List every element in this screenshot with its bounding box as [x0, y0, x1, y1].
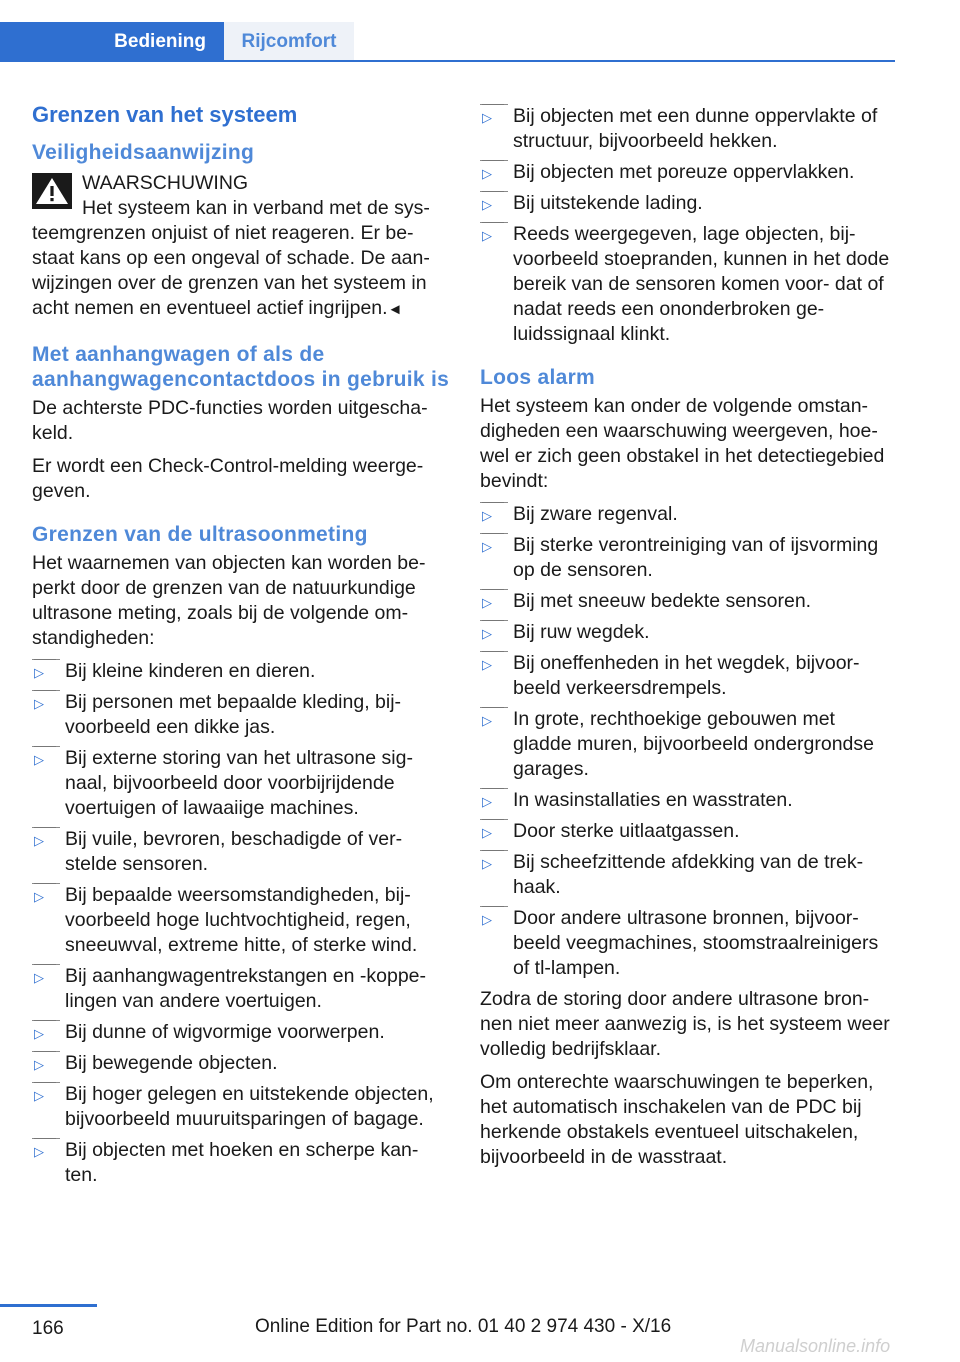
list-item: ▷ Bij aanhangwagentrekstangen en -koppe‐ lingen van andere voertuigen. — [32, 964, 450, 1014]
list-item: ▷ Bij oneffenheden in het wegdek, bijvoor‐ beeld verkeersdrempels. — [480, 651, 898, 701]
list-item: ▷ Bij bewegende objecten. — [32, 1051, 450, 1076]
warning-triangle-icon — [32, 173, 72, 209]
false-alarm-intro: Het systeem kan onder de volgende omstan‐ digheden een waarschuwing weergeven, hoe‐ wel er zich geen obstakel in het detectiegebied bevindt: — [480, 395, 885, 492]
ultrasound-intro: Het waarnemen van objecten kan worden be‐ perkt door de grenzen van de natuurkundige ultrasone meting, zoals bij de volgende om‐ standigheden: — [32, 552, 426, 649]
list-item: ▷ Reeds weergegeven, lage objecten, bij‐ voorbeeld stoepranden, kunnen in het dode bereik van de sensoren komen voor‐ dat of nadat reeds een ononderbroken ge‐ luidssignaal klinkt. — [480, 222, 898, 347]
bullet-triangle-icon: ▷ — [482, 707, 504, 731]
trailer-heading: Met aanhangwagen of als de aanhangwagencontactdoos in gebruik is — [32, 343, 450, 391]
object-limits-list — [480, 104, 898, 347]
list-item: ▷ Bij sterke verontreiniging van of ijsvorming op de sensoren. — [480, 533, 898, 583]
list-item: ▷ In wasinstallaties en wasstraten. — [480, 788, 898, 813]
list-item: ▷ Bij met sneeuw bedekte sensoren. — [480, 589, 898, 614]
bullet-triangle-icon: ▷ — [34, 1051, 56, 1075]
bullet-triangle-icon: ▷ — [482, 819, 504, 843]
bullet-triangle-icon: ▷ — [482, 620, 504, 644]
bullet-triangle-icon: ▷ — [482, 850, 504, 874]
bullet-triangle-icon: ▷ — [482, 906, 504, 930]
list-item: ▷ Bij kleine kinderen en dieren. — [32, 659, 450, 684]
section-title: Grenzen van het systeem — [32, 102, 298, 127]
list-item: ▷ Bij bepaalde weersomstandigheden, bij‐ voorbeeld hoge luchtvochtigheid, regen, sneeuwval, extreme hitte, of sterke wind. — [32, 883, 450, 958]
footer-rule — [0, 1304, 97, 1307]
bullet-triangle-icon: ▷ — [482, 191, 504, 215]
page-number: 166 — [32, 1318, 64, 1339]
trailer-paragraph-2: Er wordt een Check-Control-melding weerge‐ geven. — [32, 455, 424, 502]
bullet-triangle-icon: ▷ — [34, 964, 56, 988]
list-item: ▷ Bij externe storing van het ultrasone sig‐ naal, bijvoorbeeld door voorbijrijdende voertuigen of lawaaiige machines. — [32, 746, 450, 821]
list-item: ▷ Door andere ultrasone bronnen, bijvoor‐ beeld veegmachines, stoomstraalreinigers of tl-lampen. — [480, 906, 898, 981]
bullet-triangle-icon: ▷ — [34, 659, 56, 683]
bullet-triangle-icon: ▷ — [482, 104, 504, 128]
list-item: ▷ Bij objecten met poreuze oppervlakken. — [480, 160, 898, 185]
recovery-paragraph: Zodra de storing door andere ultrasone bron‐ nen niet meer aanwezig is, is het systeem weer volledig bedrijfsklaar. — [480, 988, 890, 1060]
bullet-triangle-icon: ▷ — [482, 651, 504, 675]
bullet-triangle-icon: ▷ — [482, 589, 504, 613]
bullet-triangle-icon: ▷ — [34, 690, 56, 714]
tab-rijcomfort[interactable]: Rijcomfort — [224, 22, 354, 62]
safety-heading: Veiligheidsaanwijzing — [32, 141, 255, 164]
bullet-triangle-icon: ▷ — [34, 746, 56, 770]
bullet-triangle-icon: ▷ — [34, 827, 56, 851]
false-alarm-heading: Loos alarm — [480, 366, 596, 389]
list-item: ▷ Door sterke uitlaatgassen. — [480, 819, 898, 844]
list-item: ▷ Bij scheefzittende afdekking van de trek‐ haak. — [480, 850, 898, 900]
bullet-triangle-icon: ▷ — [482, 788, 504, 812]
list-item: ▷ Bij hoger gelegen en uitstekende objecten, bijvoorbeeld muuruitsparingen of bagage. — [32, 1082, 450, 1132]
bullet-triangle-icon: ▷ — [482, 160, 504, 184]
bullet-triangle-icon: ▷ — [482, 533, 504, 557]
watermark: Manualsonline.info — [740, 1336, 891, 1356]
warning-block — [32, 171, 450, 322]
list-item: ▷ Bij zware regenval. — [480, 502, 898, 527]
list-item: ▷ Bij vuile, bevroren, beschadigde of ver‐ stelde sensoren. — [32, 827, 450, 877]
left-column — [32, 98, 450, 1194]
bullet-triangle-icon: ▷ — [34, 1082, 56, 1106]
trailer-paragraph-1: De achterste PDC-functies worden uitgescha‐ keld. — [32, 397, 428, 444]
list-item: ▷ Bij uitstekende lading. — [480, 191, 898, 216]
list-item: ▷ Bij objecten met hoeken en scherpe kan‐ ten. — [32, 1138, 450, 1188]
header-rule — [224, 60, 895, 62]
warning-label: WAARSCHUWING — [82, 172, 249, 194]
bullet-triangle-icon: ▷ — [482, 222, 504, 246]
header-bar — [0, 0, 960, 64]
list-item: ▷ Bij objecten met een dunne oppervlakte of structuur, bijvoorbeeld hekken. — [480, 104, 898, 154]
ultrasound-limits-list — [32, 659, 450, 1188]
right-column — [480, 104, 898, 1178]
avoid-warnings-paragraph: Om onterechte waarschuwingen te beperken, het automatisch inschakelen van de PDC bij herkende obstakels eventueel uitschakelen, bijvoorbeeld in de wasstraat. — [480, 1071, 874, 1168]
warning-first-line: Het systeem kan in verband met de sys‐ — [82, 197, 430, 219]
tab-bediening[interactable]: Bediening — [0, 22, 224, 62]
bullet-triangle-icon: ▷ — [482, 502, 504, 526]
bullet-triangle-icon: ▷ — [34, 883, 56, 907]
ultrasound-heading: Grenzen van de ultrasoonmeting — [32, 523, 368, 546]
bullet-triangle-icon: ▷ — [34, 1020, 56, 1044]
list-item: ▷ Bij personen met bepaalde kleding, bij‐ voorbeeld een dikke jas. — [32, 690, 450, 740]
list-item: ▷ In grote, rechthoekige gebouwen met gladde muren, bijvoorbeeld ondergrondse garages. — [480, 707, 898, 782]
edition-text: Online Edition for Part no. 01 40 2 974 430 - X/16 — [255, 1316, 672, 1337]
bullet-triangle-icon: ▷ — [34, 1138, 56, 1162]
list-item: ▷ Bij dunne of wigvormige voorwerpen. — [32, 1020, 450, 1045]
warning-text: teemgrenzen onjuist of niet reageren. Er be‐ staat kans op een ongeval of schade. De aan‐ wijzingen over de grenzen van het systeem in acht nemen en eventueel actief ingrijpen.◄ — [32, 222, 430, 319]
list-item: ▷ Bij ruw wegdek. — [480, 620, 898, 645]
false-alarm-list — [480, 502, 898, 981]
